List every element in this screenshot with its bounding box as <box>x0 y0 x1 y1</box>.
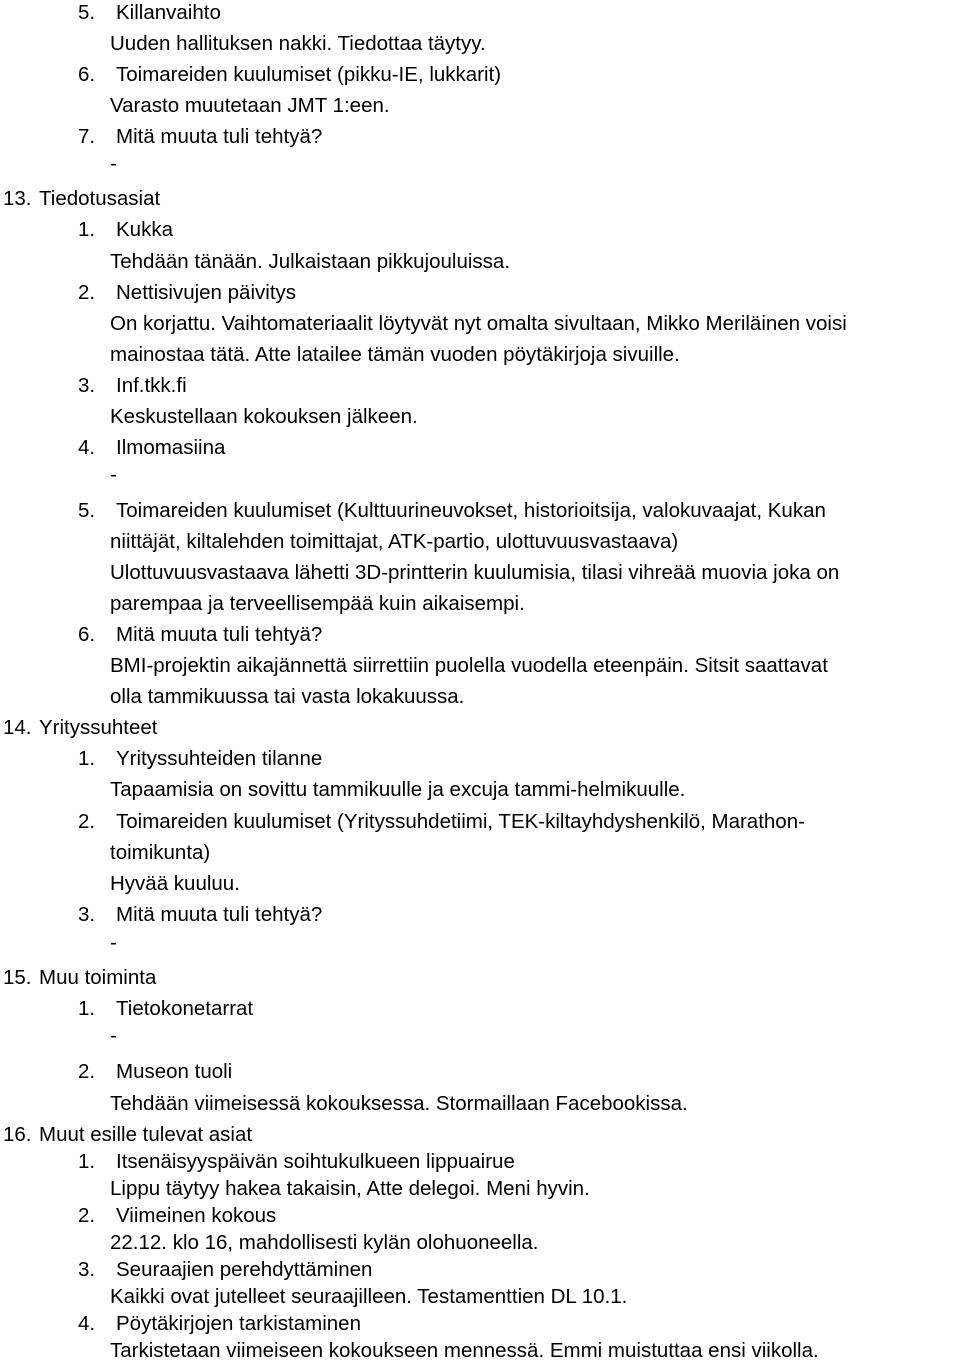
item-title: Mitä muuta tuli tehtyä? <box>116 623 323 646</box>
section-title: Muu toiminta <box>39 966 157 989</box>
item-title: Tietokonetarrat <box>116 997 254 1020</box>
dash-note: - <box>110 931 117 954</box>
item-number: 6. <box>78 623 96 646</box>
note-text: Varasto muutetaan JMT 1:een. <box>110 94 390 117</box>
item-number: 5. <box>78 1 96 24</box>
note-text: parempaa ja terveellisempää kuin aikaisempi. <box>110 592 525 615</box>
section-number: 14. <box>3 716 32 739</box>
note-text: Kaikki ovat jutelleet seuraajilleen. Testamenttien DL 10.1. <box>110 1285 628 1308</box>
item-title: Yrityssuhteiden tilanne <box>116 747 323 770</box>
item-number: 1. <box>78 1150 96 1173</box>
item-title: Museon tuoli <box>116 1060 233 1083</box>
dash-note: - <box>110 463 117 486</box>
item-title: Seuraajien perehdyttäminen <box>116 1258 373 1281</box>
section-number: 16. <box>3 1123 32 1146</box>
item-number: 1. <box>78 997 96 1020</box>
item-title: Nettisivujen päivitys <box>116 281 297 304</box>
item-number: 7. <box>78 125 96 148</box>
section-number: 15. <box>3 966 32 989</box>
item-number: 1. <box>78 218 96 241</box>
item-title: toimikunta) <box>110 841 211 864</box>
note-text: Uuden hallituksen nakki. Tiedottaa täytyy. <box>110 32 486 55</box>
note-text: BMI-projektin aikajännettä siirrettiin puolella vuodella eteenpäin. Sitsit saattavat <box>110 654 828 677</box>
dash-note: - <box>110 1024 117 1047</box>
note-text: mainostaa tätä. Atte latailee tämän vuoden pöytäkirjoja sivuille. <box>110 343 680 366</box>
item-number: 6. <box>78 63 96 86</box>
note-text: Tehdään viimeisessä kokouksessa. Stormaillaan Facebookissa. <box>110 1092 688 1115</box>
item-number: 3. <box>78 903 96 926</box>
item-number: 2. <box>78 1060 96 1083</box>
item-title: Itsenäisyyspäivän soihtukulkueen lippuairue <box>116 1150 515 1173</box>
note-text: On korjattu. Vaihtomateriaalit löytyvät nyt omalta sivultaan, Mikko Meriläinen voisi <box>110 312 847 335</box>
item-number: 2. <box>78 1204 96 1227</box>
note-text: olla tammikuussa tai vasta lokakuussa. <box>110 685 465 708</box>
note-text: 22.12. klo 16, mahdollisesti kylän olohuoneella. <box>110 1231 539 1254</box>
section-number: 13. <box>3 187 32 210</box>
item-title: Ilmomasiina <box>116 436 226 459</box>
note-text: Ulottuvuusvastaava lähetti 3D-printterin kuulumisia, tilasi vihreää muovia joka on <box>110 561 840 584</box>
item-title: Toimareiden kuulumiset (pikku-IE, lukkarit) <box>116 63 502 86</box>
note-text: Tarkistetaan viimeiseen kokoukseen mennessä. Emmi muistuttaa ensi viikolla. <box>110 1339 819 1362</box>
dash-note: - <box>110 152 117 175</box>
item-number: 2. <box>78 281 96 304</box>
item-title: Toimareiden kuulumiset (Kulttuurineuvokset, historioitsija, valokuvaajat, Kukan <box>116 499 826 522</box>
item-title: Mitä muuta tuli tehtyä? <box>116 903 323 926</box>
section-title: Yrityssuhteet <box>39 716 158 739</box>
item-number: 3. <box>78 374 96 397</box>
item-title: niittäjät, kiltalehden toimittajat, ATK-partio, ulottuvuusvastaava) <box>110 530 679 553</box>
note-text: Lippu täytyy hakea takaisin, Atte delegoi. Meni hyvin. <box>110 1177 590 1200</box>
item-title: Mitä muuta tuli tehtyä? <box>116 125 323 148</box>
item-title: Viimeinen kokous <box>116 1204 277 1227</box>
section-title: Tiedotusasiat <box>39 187 161 210</box>
item-title: Killanvaihto <box>116 1 221 24</box>
note-text: Tehdään tänään. Julkaistaan pikkujouluissa. <box>110 250 511 273</box>
note-text: Hyvää kuuluu. <box>110 872 240 895</box>
item-title: Kukka <box>116 218 173 241</box>
section-title: Muut esille tulevat asiat <box>39 1123 253 1146</box>
note-text: Keskustellaan kokouksen jälkeen. <box>110 405 418 428</box>
item-number: 4. <box>78 436 96 459</box>
item-title: Toimareiden kuulumiset (Yrityssuhdetiimi, TEK-kiltayhdyshenkilö, Marathon- <box>116 810 805 833</box>
item-number: 1. <box>78 747 96 770</box>
item-title: Pöytäkirjojen tarkistaminen <box>116 1312 361 1335</box>
item-number: 3. <box>78 1258 96 1281</box>
item-title: Inf.tkk.fi <box>116 374 187 397</box>
item-number: 4. <box>78 1312 96 1335</box>
item-number: 5. <box>78 499 96 522</box>
item-number: 2. <box>78 810 96 833</box>
note-text: Tapaamisia on sovittu tammikuulle ja excuja tammi-helmikuulle. <box>110 778 686 801</box>
